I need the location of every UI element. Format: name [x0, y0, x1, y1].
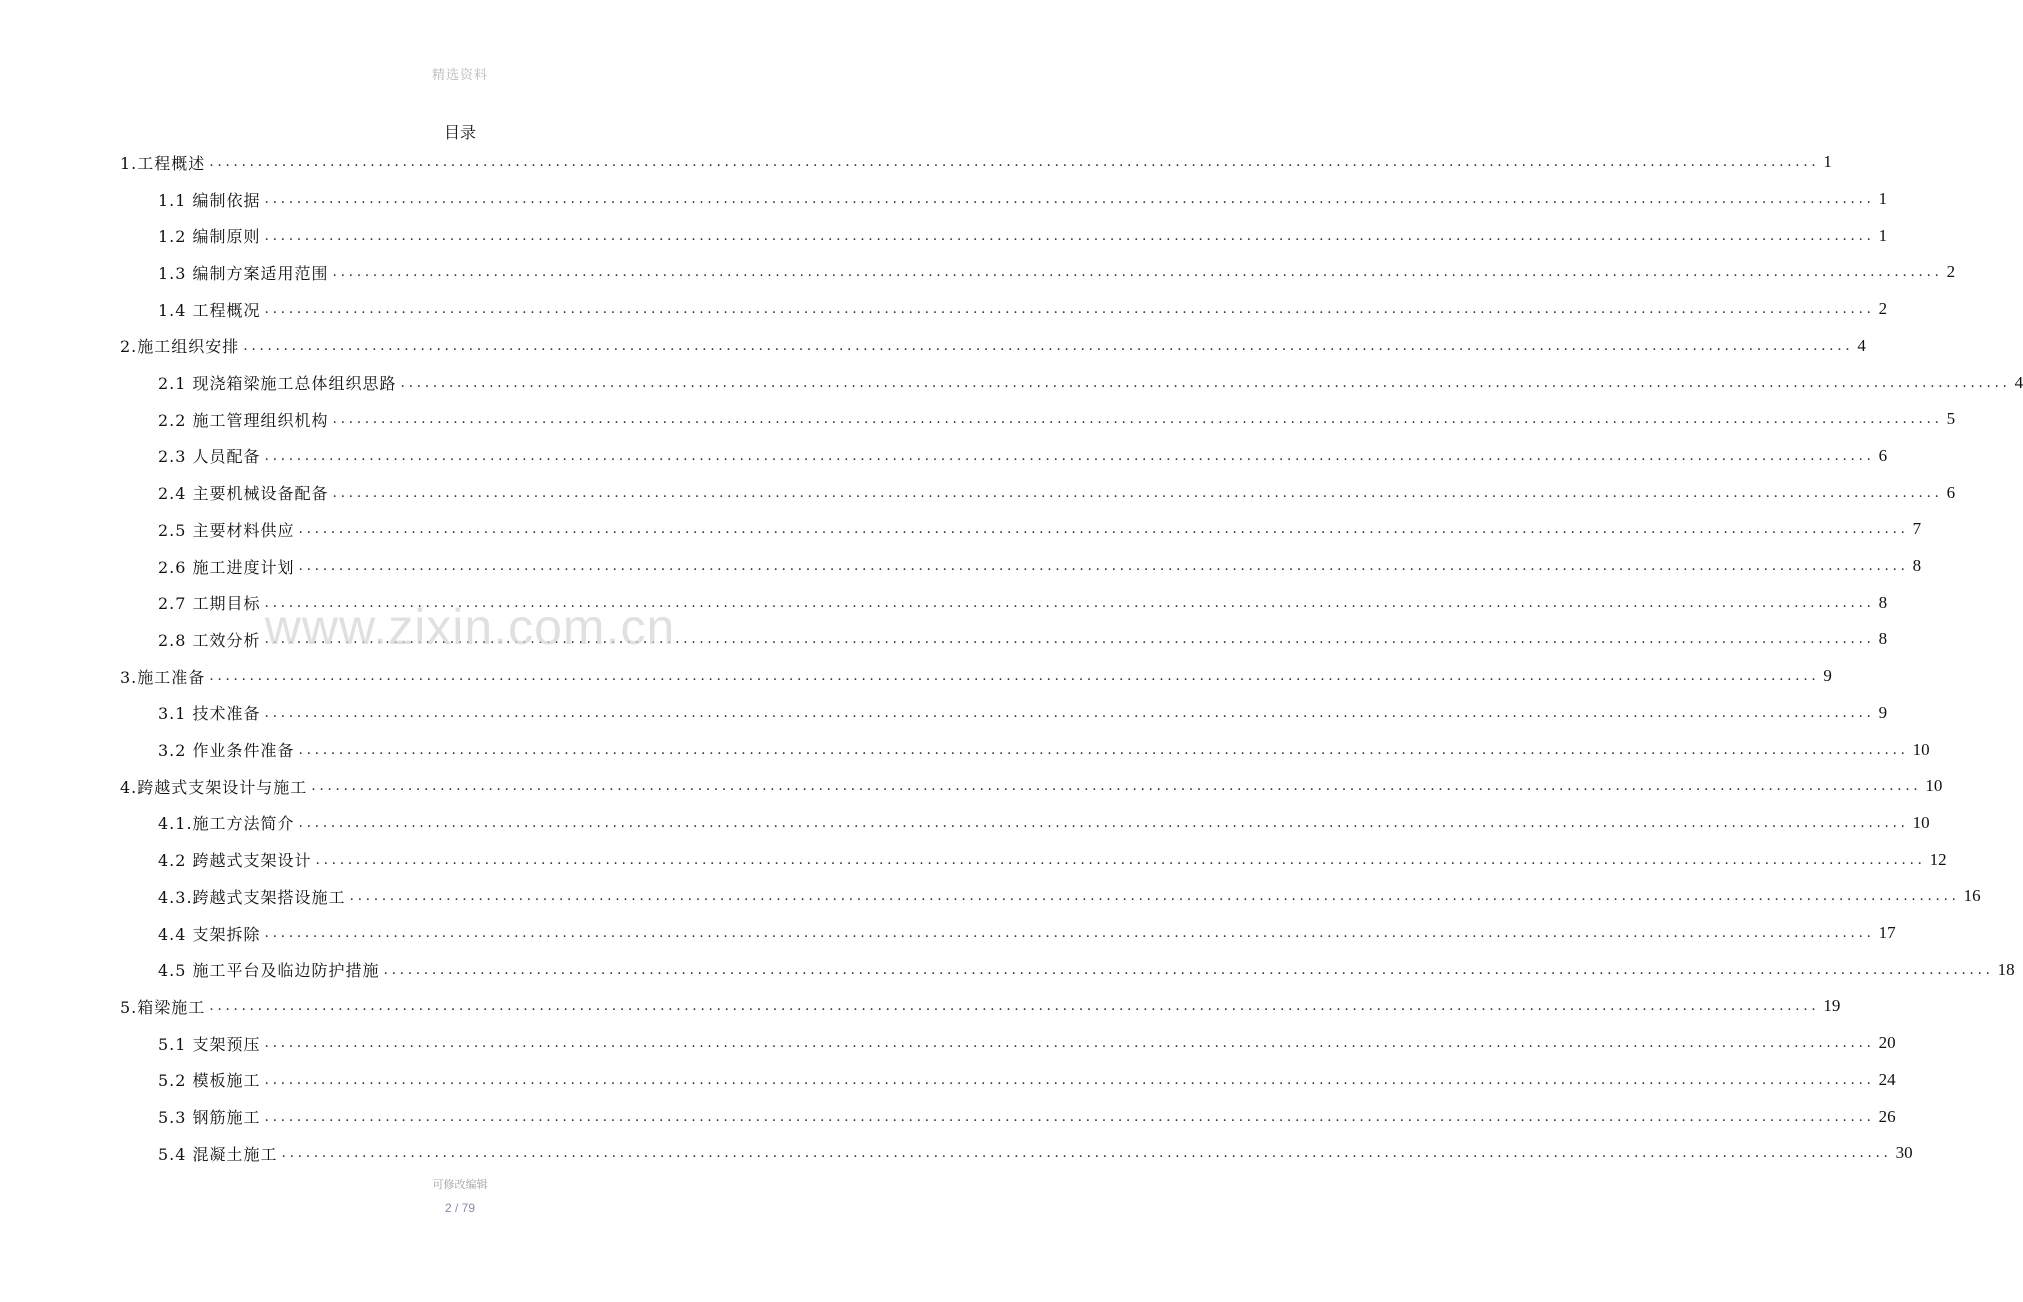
toc-entry-page-number: 1 — [1878, 189, 1888, 209]
toc-entry-page-number: 8 — [1878, 629, 1888, 649]
toc-entry-page-number: 30 — [1895, 1143, 1913, 1163]
toc-entry-page-number: 6 — [1946, 482, 1956, 502]
toc-dot-leader: ........................................................................................................................................................................................................ — [332, 484, 1943, 501]
toc-entry[interactable] — [0, 951, 2015, 988]
toc-entry-label: 3.2 作业条件准备 — [158, 741, 295, 761]
toc-entry-page-number: 10 — [1912, 739, 1930, 759]
toc-entry[interactable] — [0, 915, 1896, 952]
toc-entry-page-number: 4 — [1857, 335, 1866, 355]
toc-entry[interactable] — [0, 988, 1841, 1025]
toc-entry[interactable] — [0, 511, 1922, 548]
toc-dot-leader: ........................................................................................................................................................................................................ — [243, 337, 1854, 354]
table-of-contents — [0, 144, 2023, 1174]
toc-entry-page-number: 5 — [1946, 409, 1956, 429]
toc-entry[interactable] — [0, 805, 1930, 842]
toc-entry-page-number: 8 — [1912, 556, 1922, 576]
footer-note: 可修改编辑 — [432, 1178, 488, 1191]
toc-dot-leader: ........................................................................................................................................................................................................ — [264, 447, 1875, 464]
toc-entry-label: 4.2 跨越式支架设计 — [158, 851, 312, 871]
toc-entry-page-number: 2 — [1878, 299, 1888, 319]
toc-dot-leader: ........................................................................................................................................................................................................ — [298, 521, 1909, 538]
toc-entry[interactable] — [0, 144, 1832, 181]
toc-entry-label: 1.3 编制方案适用范围 — [158, 263, 329, 283]
toc-entry-label: 4.3.跨越式支架搭设施工 — [158, 887, 346, 907]
toc-entry-label: 3.施工准备 — [120, 667, 206, 687]
toc-entry-page-number: 9 — [1878, 702, 1888, 722]
toc-entry[interactable] — [0, 768, 1943, 805]
toc-dot-leader: ........................................................................................................................................................................................................ — [264, 227, 1875, 244]
toc-dot-leader: ........................................................................................................................................................................................................ — [264, 1035, 1875, 1052]
toc-entry-label: 2.3 人员配备 — [158, 447, 261, 467]
toc-entry[interactable] — [0, 841, 1947, 878]
toc-entry-label: 1.1 编制依据 — [158, 190, 261, 210]
toc-dot-leader: ........................................................................................................................................................................................................ — [311, 778, 1922, 795]
toc-entry-label: 5.3 钢筋施工 — [158, 1108, 261, 1128]
toc-entry[interactable] — [0, 1135, 1913, 1172]
toc-entry-page-number: 17 — [1878, 923, 1896, 943]
toc-dot-leader: ........................................................................................................................................................................................................ — [264, 925, 1875, 942]
toc-entry[interactable] — [0, 695, 1888, 732]
toc-entry-label: 1.4 工程概况 — [158, 300, 261, 320]
toc-dot-leader: ........................................................................................................................................................................................................ — [298, 558, 1909, 575]
toc-entry[interactable] — [0, 621, 1888, 658]
toc-dot-leader: ........................................................................................................................................................................................................ — [209, 668, 1820, 685]
toc-entry[interactable] — [0, 878, 1981, 915]
toc-dot-leader: ........................................................................................................................................................................................................ — [298, 814, 1909, 831]
toc-entry-label: 1.工程概述 — [120, 153, 206, 173]
toc-entry-page-number: 10 — [1912, 812, 1930, 832]
toc-entry[interactable] — [0, 217, 1888, 254]
toc-entry[interactable] — [0, 1098, 1896, 1135]
toc-entry-label: 2.5 主要材料供应 — [158, 520, 295, 540]
toc-entry-page-number: 10 — [1925, 776, 1943, 796]
toc-dot-leader: ........................................................................................................................................................................................................ — [332, 411, 1943, 428]
toc-title: 目录 — [443, 123, 476, 142]
toc-dot-leader: ........................................................................................................................................................................................................ — [264, 301, 1875, 318]
toc-entry-label: 4.4 支架拆除 — [158, 924, 261, 944]
toc-dot-leader: ........................................................................................................................................................................................................ — [315, 851, 1926, 868]
toc-dot-leader: ........................................................................................................................................................................................................ — [209, 154, 1820, 171]
toc-entry[interactable] — [0, 474, 1956, 511]
toc-entry-page-number: 19 — [1823, 996, 1841, 1016]
toc-entry[interactable] — [0, 291, 1888, 328]
toc-entry-label: 4.1.施工方法简介 — [158, 814, 295, 834]
toc-entry[interactable] — [0, 658, 1832, 695]
toc-entry-label: 5.箱梁施工 — [120, 997, 206, 1017]
toc-entry-label: 3.1 技术准备 — [158, 704, 261, 724]
toc-entry[interactable] — [0, 1025, 1896, 1062]
toc-entry-label: 5.1 支架预压 — [158, 1034, 261, 1054]
toc-entry-page-number: 26 — [1878, 1106, 1896, 1126]
toc-entry[interactable] — [0, 584, 1888, 621]
toc-dot-leader: ........................................................................................................................................................................................................ — [209, 998, 1820, 1015]
toc-entry[interactable] — [0, 364, 2023, 401]
toc-dot-leader: ........................................................................................................................................................................................................ — [349, 888, 1960, 905]
toc-dot-leader: ........................................................................................................................................................................................................ — [264, 704, 1875, 721]
toc-dot-leader: ........................................................................................................................................................................................................ — [264, 191, 1875, 208]
toc-entry-page-number: 7 — [1912, 519, 1922, 539]
page-indicator: 2 / 79 — [444, 1201, 476, 1215]
toc-entry-page-number: 1 — [1878, 225, 1888, 245]
toc-entry-page-number: 18 — [1997, 959, 2015, 979]
toc-entry-page-number: 8 — [1878, 592, 1888, 612]
toc-entry[interactable] — [0, 438, 1888, 475]
toc-dot-leader: ........................................................................................................................................................................................................ — [298, 741, 1909, 758]
toc-entry-label: 2.7 工期目标 — [158, 594, 261, 614]
toc-entry-page-number: 24 — [1878, 1069, 1896, 1089]
toc-entry-label: 2.4 主要机械设备配备 — [158, 484, 329, 504]
toc-dot-leader: ........................................................................................................................................................................................................ — [281, 1145, 1892, 1162]
toc-entry-label: 4.跨越式支架设计与施工 — [120, 777, 308, 797]
toc-entry[interactable] — [0, 401, 1956, 438]
toc-entry-page-number: 16 — [1963, 886, 1981, 906]
toc-entry-page-number: 12 — [1929, 849, 1947, 869]
toc-entry-page-number: 4 — [2014, 372, 2023, 392]
toc-dot-leader: ........................................................................................................................................................................................................ — [264, 1108, 1875, 1125]
toc-entry-label: 2.施工组织安排 — [120, 337, 240, 357]
toc-dot-leader: ........................................................................................................................................................................................................ — [264, 594, 1875, 611]
toc-dot-leader: ........................................................................................................................................................................................................ — [383, 961, 1994, 978]
toc-entry-label: 4.5 施工平台及临边防护措施 — [158, 961, 380, 981]
toc-entry-page-number: 9 — [1823, 666, 1832, 686]
page-header: 精选资料 — [431, 68, 488, 83]
toc-entry-page-number: 6 — [1878, 445, 1888, 465]
toc-entry[interactable] — [0, 181, 1888, 218]
toc-entry[interactable] — [0, 328, 1866, 365]
watermark: www.zixin.com.cn — [264, 599, 676, 655]
toc-dot-leader: ........................................................................................................................................................................................................ — [332, 264, 1943, 281]
toc-entry[interactable] — [0, 731, 1930, 768]
toc-entry-label: 2.8 工效分析 — [158, 630, 261, 650]
toc-entry-label: 1.2 编制原则 — [158, 227, 261, 247]
toc-entry-page-number: 2 — [1946, 262, 1956, 282]
toc-entry-label: 2.2 施工管理组织机构 — [158, 410, 329, 430]
toc-entry[interactable] — [0, 1062, 1896, 1099]
toc-entry-label: 5.4 混凝土施工 — [158, 1144, 278, 1164]
toc-entry[interactable] — [0, 254, 1956, 291]
toc-entry-page-number: 1 — [1823, 152, 1832, 172]
toc-dot-leader: ........................................................................................................................................................................................................ — [400, 374, 2011, 391]
toc-entry-label: 2.6 施工进度计划 — [158, 557, 295, 577]
toc-entry-label: 5.2 模板施工 — [158, 1071, 261, 1091]
toc-dot-leader: ........................................................................................................................................................................................................ — [264, 631, 1875, 648]
toc-entry[interactable] — [0, 548, 1922, 585]
toc-dot-leader: ........................................................................................................................................................................................................ — [264, 1071, 1875, 1088]
toc-entry-label: 2.1 现浇箱梁施工总体组织思路 — [158, 374, 397, 394]
toc-entry-page-number: 20 — [1878, 1033, 1896, 1053]
